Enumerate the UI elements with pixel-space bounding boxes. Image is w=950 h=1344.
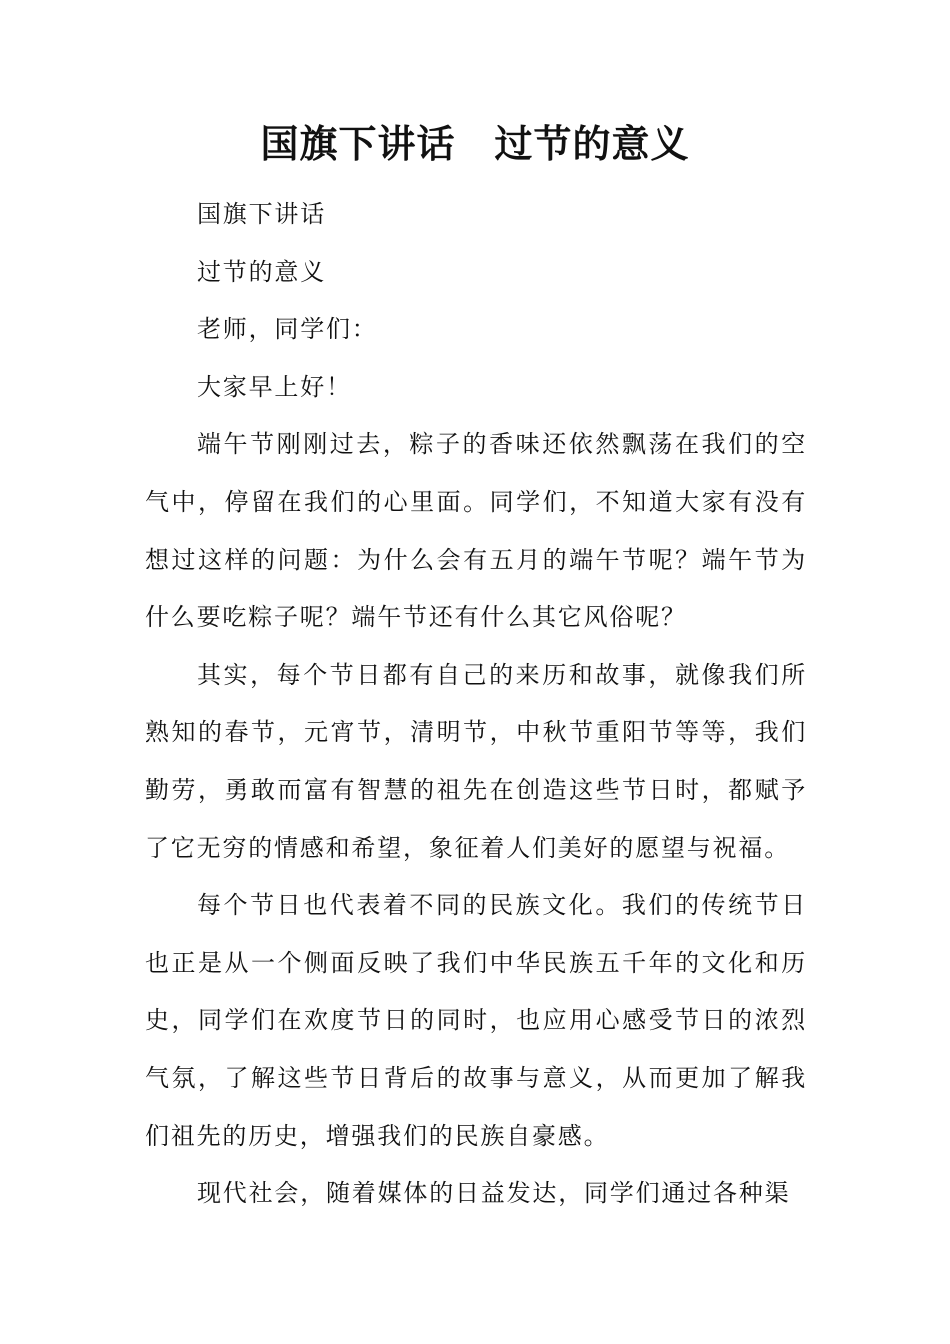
document-body	[145, 186, 807, 1223]
paragraph-heading-line: 国旗下讲话	[197, 200, 326, 228]
paragraph-body: 现代社会，随着媒体的日益发达，同学们通过各种渠	[197, 1179, 791, 1208]
paragraph-greeting: 大家早上好！	[197, 372, 352, 401]
paragraph-body: 其实，每个节日都有自己的来历和故事，就像我们所熟知的春节，元宵节，清明节，中秋节重阳节等等，我们勤劳，勇敢而富有智慧的祖先在创造这些节日时，都赋予了它无穷的情感和希望，象征着人们美好的愿望与祝福。	[145, 660, 807, 862]
paragraph-salutation: 老师，同学们：	[197, 315, 378, 344]
paragraph-body: 每个节日也代表着不同的民族文化。我们的传统节日也正是从一个侧面反映了我们中华民族五千年的文化和历史，同学们在欢度节日的同时，也应用心感受节日的浓烈气氛，了解这些节日背后的故事与意义，从而更加了解我们祖先的历史，增强我们的民族自豪感。	[145, 891, 807, 1150]
document-title: 国旗下讲话 过节的意义	[260, 121, 690, 166]
paragraph-body: 端午节刚刚过去，粽子的香味还依然飘荡在我们的空气中，停留在我们的心里面。同学们，不知道大家有没有想过这样的问题：为什么会有五月的端午节呢？端午节为什么要吃粽子呢？端午节还有什么其它风俗呢？	[145, 430, 807, 632]
paragraph-subtitle-line: 过节的意义	[197, 257, 326, 286]
